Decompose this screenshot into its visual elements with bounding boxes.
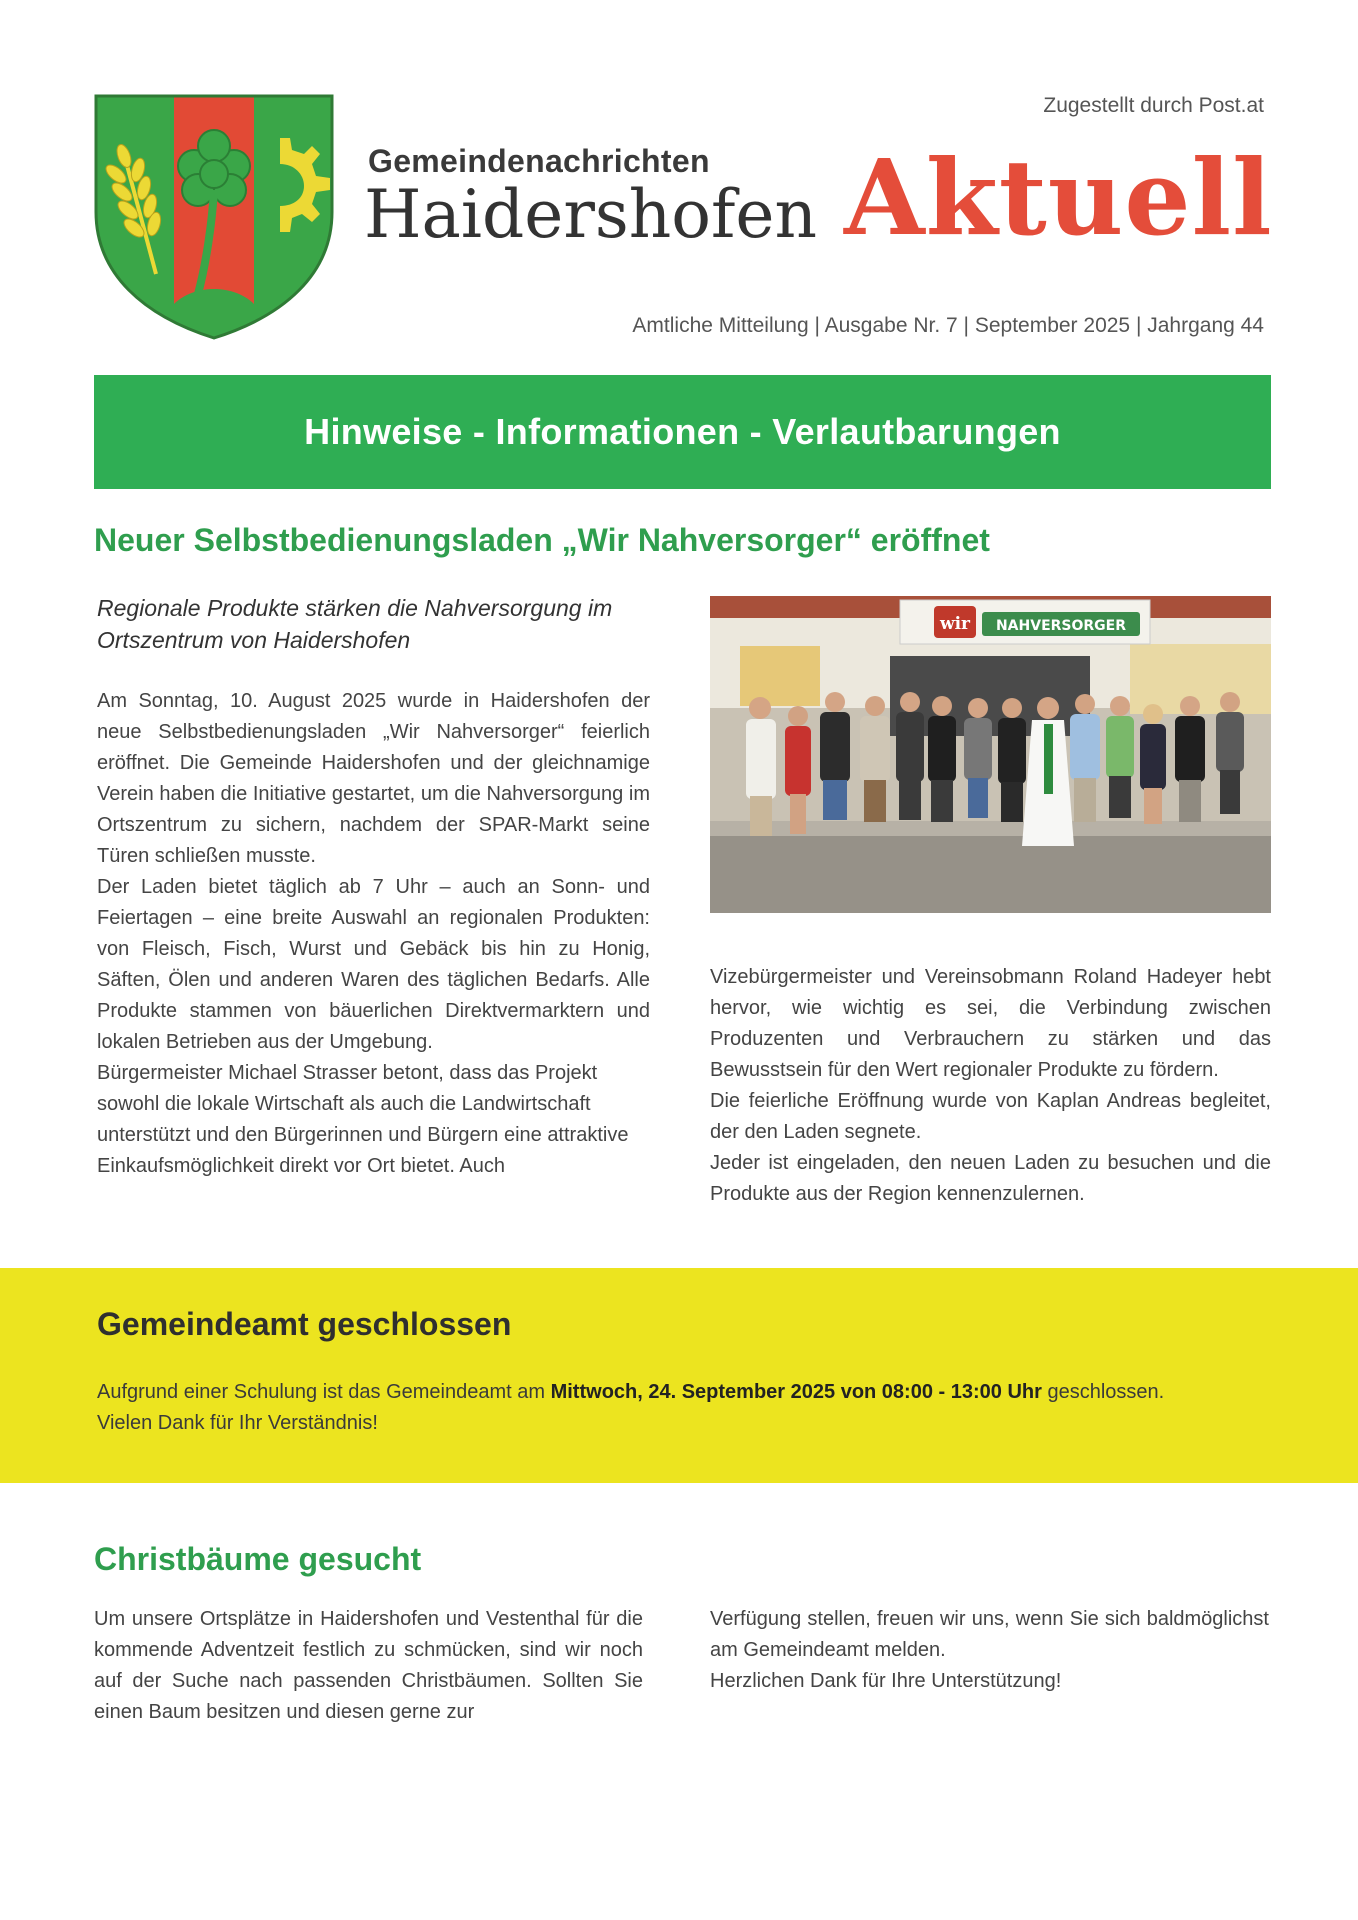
opening-photo xyxy=(710,596,1271,913)
christmas-tree-title: Christbäume gesucht xyxy=(94,1541,422,1577)
paragraph: Der Laden bietet täglich ab 7 Uhr – auch an Sonn- und Feiertagen – eine breite Auswahl an regionalen Produkten: von Fleisch, Fisch, Wurst und Gebäck bis hin zu Honig, Säften, Ölen und anderen Waren des täglichen Bedarfs. Alle Produkte stammen von bäuerlichen Direktvermarktern und lokalen Betrieben aus der Umgebung. xyxy=(97,876,650,1053)
paragraph: Vizebürgermeister und Vereinsobmann Roland Hadeyer hebt hervor, wie wichtig es sei, die Verbindung zwischen Produzenten und Verbrauchern zu stärken und das Bewusstsein für den Wert regionaler Produkte zu fördern. xyxy=(710,966,1271,1081)
paragraph: Verfügung stellen, freuen wir uns, wenn Sie sich baldmöglichst am Gemeindeamt melden. xyxy=(710,1608,1269,1661)
coat-of-arms-logo xyxy=(94,94,334,340)
notice-box xyxy=(0,1268,1358,1483)
christmas-tree-column-right xyxy=(710,1604,1269,1697)
notice-title: Gemeindeamt geschlossen xyxy=(97,1306,512,1342)
banner-text: Hinweise - Informationen - Verlautbarungen xyxy=(304,411,1061,452)
article-subtitle: Regionale Produkte stärken die Nahversorgung im Ortszentrum von Haidershofen xyxy=(97,595,613,653)
paragraph: Jeder ist eingeladen, den neuen Laden zu besuchen und die Produkte aus der Region kennenzulernen. xyxy=(710,1152,1271,1205)
notice-text-start: Aufgrund einer Schulung ist das Gemeindeamt am xyxy=(97,1381,551,1403)
masthead-title: Haidershofen xyxy=(364,176,817,253)
notice-text xyxy=(97,1377,1267,1439)
article-column-left xyxy=(97,686,650,1182)
notice-date: Mittwoch, 24. September 2025 von 08:00 - 13:00 Uhr xyxy=(550,1381,1042,1403)
masthead-subtitle: Gemeindenachrichten xyxy=(368,143,710,179)
delivery-note: Zugestellt durch Post.at xyxy=(1043,94,1264,117)
section-banner xyxy=(94,375,1271,489)
sign-wir: wir xyxy=(939,614,971,634)
paragraph: Die feierliche Eröffnung wurde von Kaplan Andreas begleitet, der den Laden segnete. xyxy=(710,1090,1271,1143)
notice-text-end: geschlossen. xyxy=(1041,1381,1165,1403)
notice-thanks: Vielen Dank für Ihr Verständnis! xyxy=(97,1412,378,1434)
masthead-aktuell: Aktuell xyxy=(844,136,1273,259)
article-column-right xyxy=(710,962,1271,1210)
paragraph: Am Sonntag, 10. August 2025 wurde in Haidershofen der neue Selbstbedienungsladen „Wir Nahversorger“ feierlich eröffnet. Die Gemeinde Haidershofen und der gleichnamige Verein haben die Initiative gestartet, um die Nahversorgung im Ortszentrum zu sichern, nachdem der SPAR-Markt seine Türen schließen musste. xyxy=(97,690,650,867)
paragraph: Um unsere Ortsplätze in Haidershofen und Vestenthal für die kommende Adventzeit festlich zu schmücken, sind wir noch auf der Suche nach passenden Christbäumen. Sollten Sie einen Baum besitzen und diesen gerne zur xyxy=(94,1608,643,1723)
article-title: Neuer Selbstbedienungsladen „Wir Nahversorger“ eröffnet xyxy=(94,522,990,558)
paragraph: Bürgermeister Michael Strasser betont, dass das Projekt sowohl die lokale Wirtschaft als auch die Landwirtschaft unterstützt und den Bürgerinnen und Bürgern eine attraktive Einkaufsmöglichkeit direkt vor Ort bietet. Auch xyxy=(97,1062,629,1177)
issue-meta: Amtliche Mitteilung | Ausgabe Nr. 7 | September 2025 | Jahrgang 44 xyxy=(632,314,1264,337)
paragraph: Herzlichen Dank für Ihre Unterstützung! xyxy=(710,1670,1062,1692)
christmas-tree-column-left xyxy=(94,1604,643,1728)
sign-nahversorger: NAHVERSORGER xyxy=(995,618,1127,634)
